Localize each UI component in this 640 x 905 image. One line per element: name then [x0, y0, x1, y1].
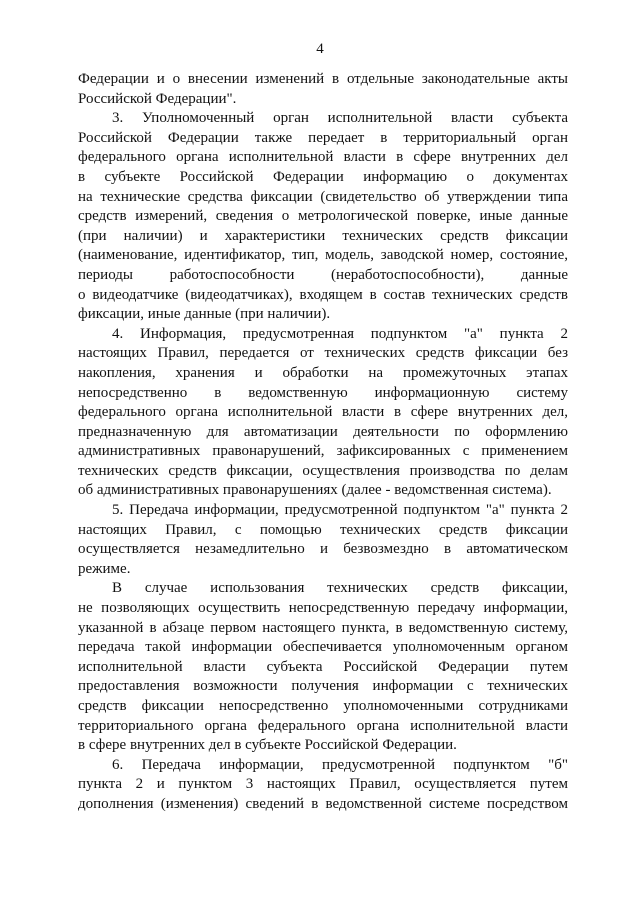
text-line: на технические средства фиксации (свидетельство об утверждении типа: [78, 188, 568, 205]
text-line: В случае использования технических средств фиксации,: [112, 580, 568, 597]
text-line: фиксации, иные данные (при наличии).: [78, 306, 331, 323]
text-line: настоящих Правил, с помощью технических средств фиксации: [78, 521, 568, 538]
text-line: предоставления возможности получения информации с технических: [78, 678, 568, 695]
text-line: федерального органа исполнительной власти в сфере внутренних дел,: [78, 404, 568, 421]
text-line: дополнения (изменения) сведений в ведомственной системе посредством: [78, 795, 568, 812]
text-line: 3. Уполномоченный орган исполнительной власти субъекта: [112, 110, 568, 127]
text-line: о видеодатчике (видеодатчиках), входящем в состав технических средств: [78, 286, 568, 303]
text-line: настоящих Правил, передается от технических средств фиксации без: [78, 345, 568, 362]
text-line: технических средств фиксации, осуществления производства по делам: [78, 462, 568, 479]
text-line: указанной в абзаце первом настоящего пункта, в ведомственную систему,: [78, 619, 568, 636]
text-line: средств измерений, сведения о метрологической поверке, иные данные: [78, 208, 568, 225]
text-line: периоды работоспособности (неработоспособности), данные: [78, 266, 568, 283]
text-line: в субъекте Российской Федерации информацию о документах: [78, 168, 568, 185]
text-line: не позволяющих осуществить непосредственную передачу информации,: [78, 600, 568, 617]
text-line: Российской Федерации".: [78, 90, 237, 107]
text-line: 5. Передача информации, предусмотренной подпунктом "а" пункта 2: [112, 502, 568, 519]
text-line: (при наличии) и характеристики технических средств фиксации: [78, 227, 568, 244]
text-line: накопления, хранения и обработки на промежуточных этапах: [78, 364, 568, 381]
text-line: режиме.: [78, 560, 131, 577]
text-line: 6. Передача информации, предусмотренной подпунктом "б": [112, 756, 568, 773]
document-body: [78, 70, 568, 815]
page-number: 4: [316, 41, 324, 57]
text-line: Российской Федерации также передает в территориальный орган: [78, 129, 568, 146]
text-line: федерального органа исполнительной власти в сфере внутренних дел: [78, 149, 568, 166]
text-line: пункта 2 и пунктом 3 настоящих Правил, осуществляется путем: [78, 776, 568, 793]
text-line: в сфере внутренних дел в субъекте Российской Федерации.: [78, 737, 457, 754]
text-line: непосредственно в ведомственную информационную систему: [78, 384, 568, 401]
text-line: 4. Информация, предусмотренная подпунктом "а" пункта 2: [112, 325, 568, 342]
text-line: Федерации и о внесении изменений в отдельные законодательные акты: [78, 71, 568, 87]
text-line: административных правонарушений, зафиксированных с применением: [78, 443, 568, 460]
text-line: средств фиксации непосредственно уполномоченными сотрудниками: [78, 698, 568, 714]
text-line: об административных правонарушениях (далее - ведомственная система).: [78, 482, 552, 499]
text-line: территориального органа федерального органа исполнительной власти: [78, 717, 568, 734]
text-line: исполнительной власти субъекта Российской Федерации путем: [78, 658, 568, 675]
text-line: передача такой информации обеспечивается уполномоченным органом: [78, 639, 568, 656]
text-line: предназначенную для автоматизации деятельности по оформлению: [78, 423, 568, 440]
text-line: (наименование, идентификатор, тип, модель, заводской номер, состояние,: [78, 247, 568, 264]
text-line: осуществляется незамедлительно и безвозмездно в автоматическом: [78, 541, 568, 558]
